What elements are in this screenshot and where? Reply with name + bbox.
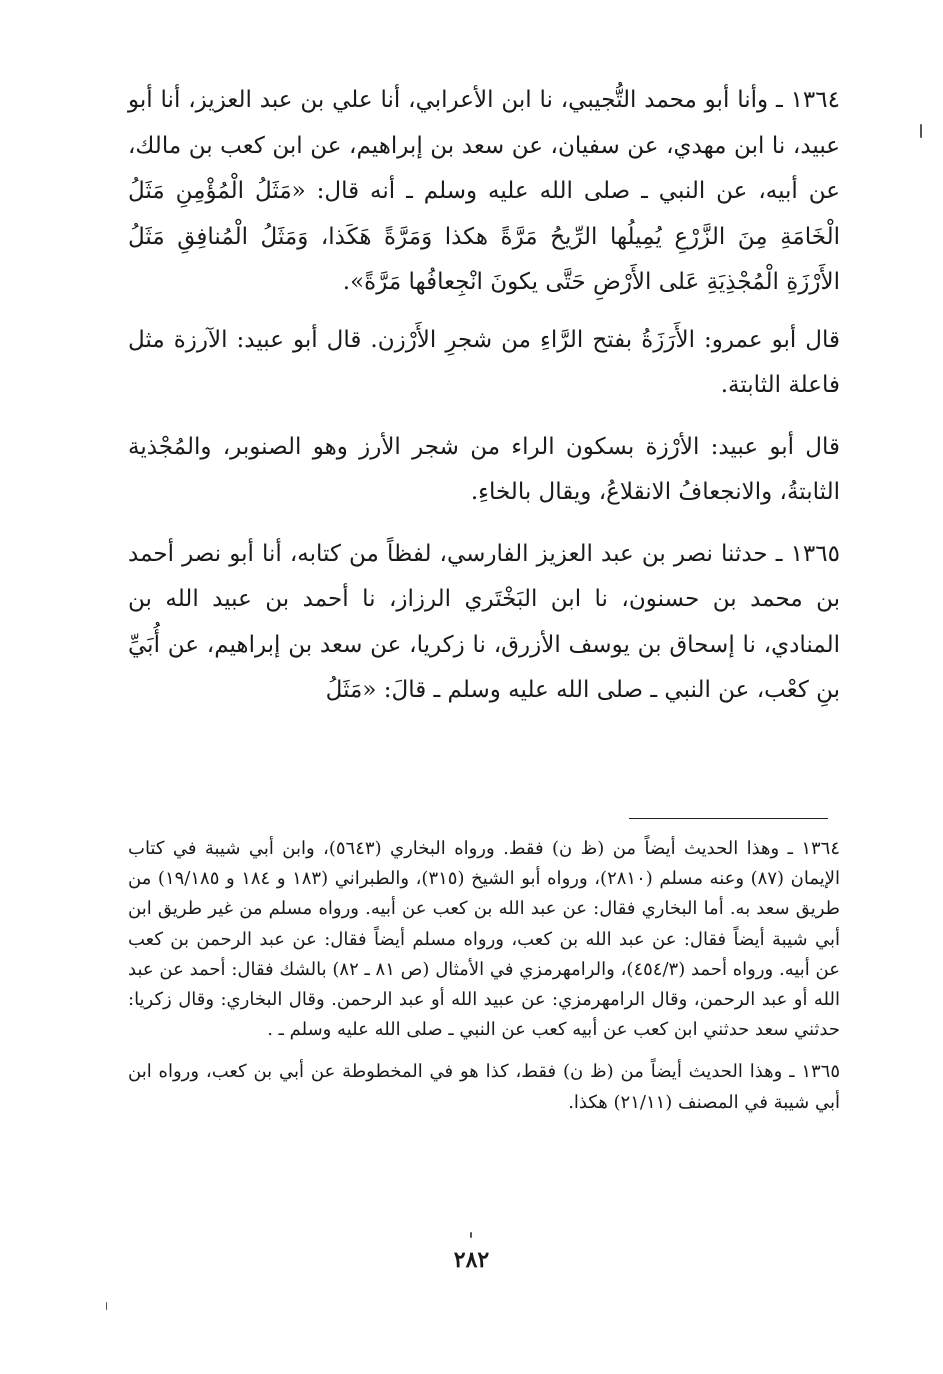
scan-speck <box>470 1232 472 1238</box>
footnote-divider <box>629 818 828 819</box>
abu-ubaid-comment: قال أبو عبيد: الأرْزة بسكون الراء من شجر الأرز وهو الصنوبر، والمُجْذية الثابتةُ، والانجعافُ الانقلاعُ، ويقال بالخاءِ. <box>128 433 840 505</box>
hadith-1364-paragraph: ١٣٦٤ ـ وأنا أبو محمد التُّجيبي، نا ابن الأعرابي، أنا علي بن عبد العزيز، أنا أبو عبيد، نا ابن مهدي، عن سفيان، عن سعد بن إبراهيم، عن ابن كعب بن مالك، عن أبيه، عن النبي ـ صلى الله عليه وسلم ـ أنه قال: «مَثَلُ الْمُؤْمِنِ مَثَلُ الْخَامَةِ مِنَ الزَّرْعِ يُمِيلُها الرِّيحُ مَرَّةً هكذا وَمَرَّةً هَكَذا، وَمَثَلُ الْمُنافِقِ مَثَلُ الأَرْزَةِ الْمُجْذِيَةِ عَلى الأَرْضِ حَتَّى يكونَ انْجِعافُها مَرَّةً». <box>128 87 840 295</box>
footnote-1365: ١٣٦٥ ـ وهذا الحديث أيضاً من (ظ ن) فقط، كذا هو في المخطوطة عن أبي بن كعب، ورواه ابن أبي شيبة في المصنف (٢١/١١) هكذا. <box>128 1061 840 1113</box>
main-text <box>128 78 840 714</box>
footnotes <box>128 834 840 1118</box>
page-number: ٢٨٢ <box>453 1247 490 1273</box>
scan-speck <box>106 1302 107 1310</box>
footnote-1364: ١٣٦٤ ـ وهذا الحديث أيضاً من (ظ ن) فقط. ورواه البخاري (٥٦٤٣)، وابن أبي شيبة في كتاب الإيمان (٨٧) وعنه مسلم (٢٨١٠)، ورواه أبو الشيخ (٣١٥)، والطبراني (١٨٣ و ١٨٤ و ١٩/١٨٥) من طريق سعد به. أما البخاري فقال: عن عبد الله بن كعب عن أبيه. ورواه مسلم من غير طريق ابن أبي شيبة أيضاً فقال: عن عبد الله بن كعب، ورواه مسلم أيضاً فقال: عن عبد الرحمن بن كعب عن أبيه. ورواه أحمد (٤٥٤/٣)، والرامهرمزي في الأمثال (ص ٨١ ـ ٨٢) بالشك فقال: أحمد عن عبد الله أو عبد الرحمن، وقال الرامهرمزي: عن عبيد الله أو عبد الرحمن. وقال البخاري: وقال زكريا: حدثني سعد حدثني ابن كعب عن أبيه كعب عن النبي ـ صلى الله عليه وسلم ـ . <box>128 838 841 1041</box>
hadith-1365-paragraph: ١٣٦٥ ـ حدثنا نصر بن عبد العزيز الفارسي، لفظاً من كتابه، أنا أبو نصر أحمد بن محمد بن حسنون، نا ابن البَخْتَري الرزاز، نا أحمد بن عبيد الله بن المنادي، نا إسحاق بن يوسف الأزرق، نا زكريا، عن سعد بن إبراهيم، عن أُبَيِّ بنِ كعْب، عن النبي ـ صلى الله عليه وسلم ـ قالَ: «مَثَلُ <box>128 540 840 703</box>
abu-amr-comment: قال أبو عمرو: الأَرَزَةُ بفتح الرَّاءِ من شجرِ الأَرْزن. قال أبو عبيد: الآرزة مثل فاعلة الثابتة. <box>128 326 840 398</box>
scan-speck <box>920 124 922 138</box>
